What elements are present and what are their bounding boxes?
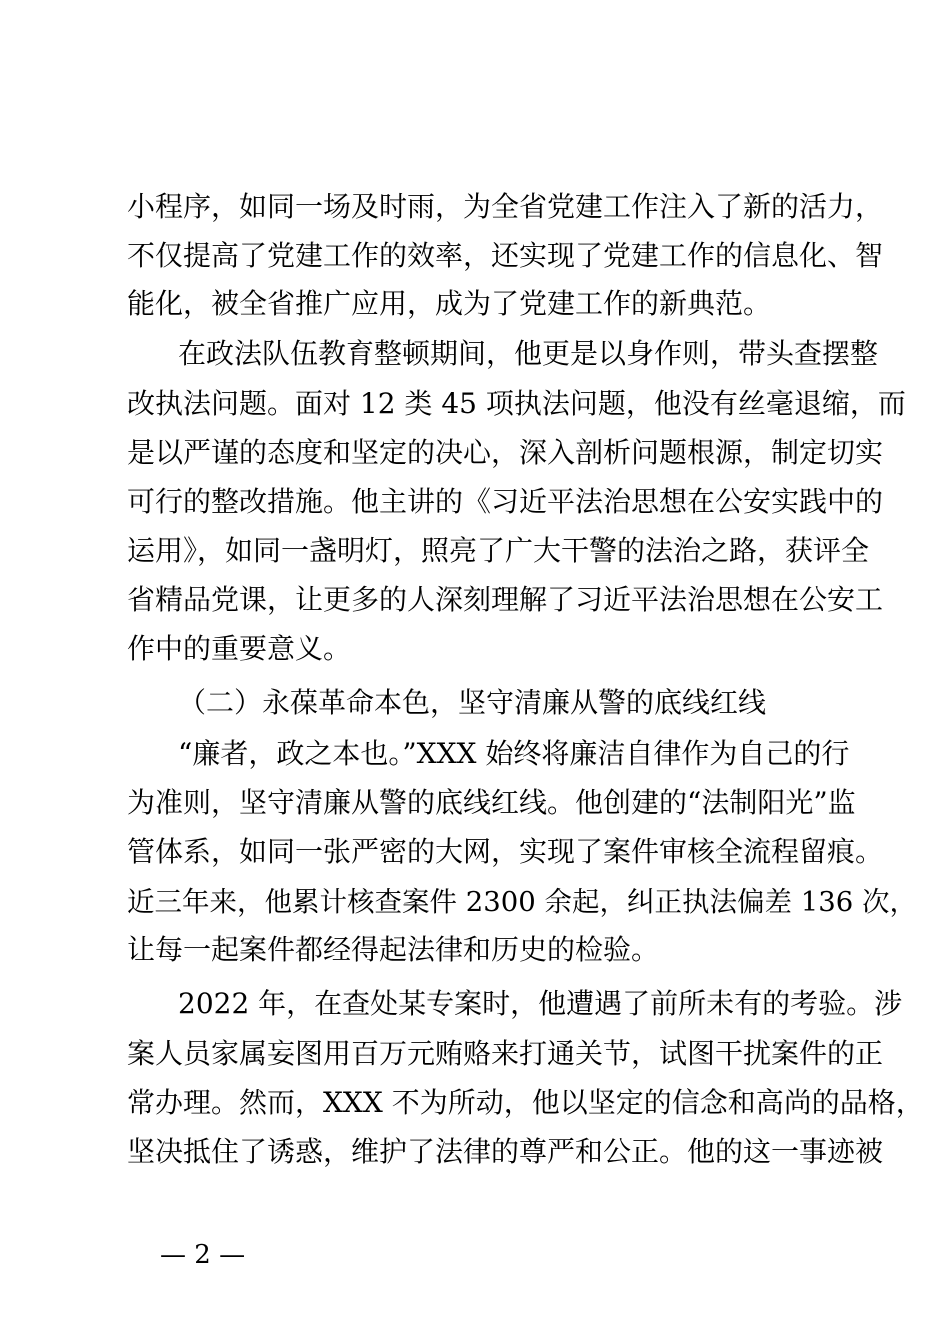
text-line-content: 作中的重要意义。 bbox=[127, 632, 352, 665]
text-line bbox=[0, 629, 950, 669]
text-line bbox=[0, 580, 950, 620]
text-line-content: 可行的整改措施。他主讲的《习近平法治思想在公安实践中的 bbox=[127, 485, 884, 518]
text-line-content: 管体系，如同一张严密的大网，实现了案件审核全流程留痕。 bbox=[127, 835, 884, 868]
text-line bbox=[0, 531, 950, 571]
text-line-content: 省精品党课，让更多的人深刻理解了习近平法治思想在公安工 bbox=[127, 583, 884, 616]
page-number: — 2 — bbox=[160, 1240, 246, 1270]
text-line bbox=[0, 984, 950, 1024]
section-heading: （二）永葆革命本色，坚守清廉从警的底线红线 bbox=[178, 686, 767, 719]
text-line bbox=[0, 1083, 950, 1123]
text-line bbox=[0, 334, 950, 374]
paragraph-first-line: 2022 年，在查处某专案时，他遭遇了前所未有的考验。涉 bbox=[178, 987, 903, 1020]
text-line bbox=[0, 384, 950, 424]
text-line-content: 为准则，坚守清廉从警的底线红线。他创建的“法制阳光”监 bbox=[127, 786, 856, 819]
text-line bbox=[0, 433, 950, 473]
text-line-content: 坚决抵住了诱惑，维护了法律的尊严和公正。他的这一事迹被 bbox=[127, 1135, 884, 1168]
text-line bbox=[0, 882, 950, 922]
text-line bbox=[0, 187, 950, 227]
text-line-content: 是以严谨的态度和坚定的决心，深入剖析问题根源，制定切实 bbox=[127, 436, 884, 469]
text-line-content: 案人员家属妄图用百万元贿赂来打通关节，试图干扰案件的正 bbox=[127, 1037, 884, 1070]
text-line bbox=[0, 236, 950, 276]
text-line-content: 能化，被全省推广应用，成为了党建工作的新典范。 bbox=[127, 287, 772, 320]
text-line-content: 近三年来，他累计核查案件 2300 余起，纠正执法偏差 136 次， bbox=[127, 886, 917, 918]
paragraph-first-line: “廉者，政之本也。”XXX 始终将廉洁自律作为自己的行 bbox=[178, 737, 850, 770]
text-line-content: 改执法问题。面对 12 类 45 项执法问题，他没有丝毫退缩，而 bbox=[127, 387, 906, 420]
text-line bbox=[0, 1132, 950, 1172]
text-line-content: 让每一起案件都经得起法律和历史的检验。 bbox=[127, 933, 660, 966]
text-line bbox=[0, 284, 950, 324]
text-line bbox=[0, 832, 950, 872]
text-line-content: 不仅提高了党建工作的效率，还实现了党建工作的信息化、智 bbox=[127, 239, 884, 272]
section-heading-line bbox=[0, 683, 950, 723]
text-line bbox=[0, 482, 950, 522]
text-line-content: 小程序，如同一场及时雨，为全省党建工作注入了新的活力， bbox=[127, 190, 884, 223]
paragraph-first-line: 在政法队伍教育整顿期间，他更是以身作则，带头查摆整 bbox=[178, 337, 879, 370]
text-line bbox=[0, 783, 950, 823]
text-line bbox=[0, 930, 950, 970]
text-line bbox=[0, 734, 950, 774]
text-line-content: 运用》，如同一盏明灯，照亮了广大干警的法治之路，获评全 bbox=[127, 534, 870, 567]
text-line bbox=[0, 1034, 950, 1074]
text-line-content: 常办理。然而，XXX 不为所动，他以坚定的信念和高尚的品格， bbox=[127, 1086, 924, 1119]
